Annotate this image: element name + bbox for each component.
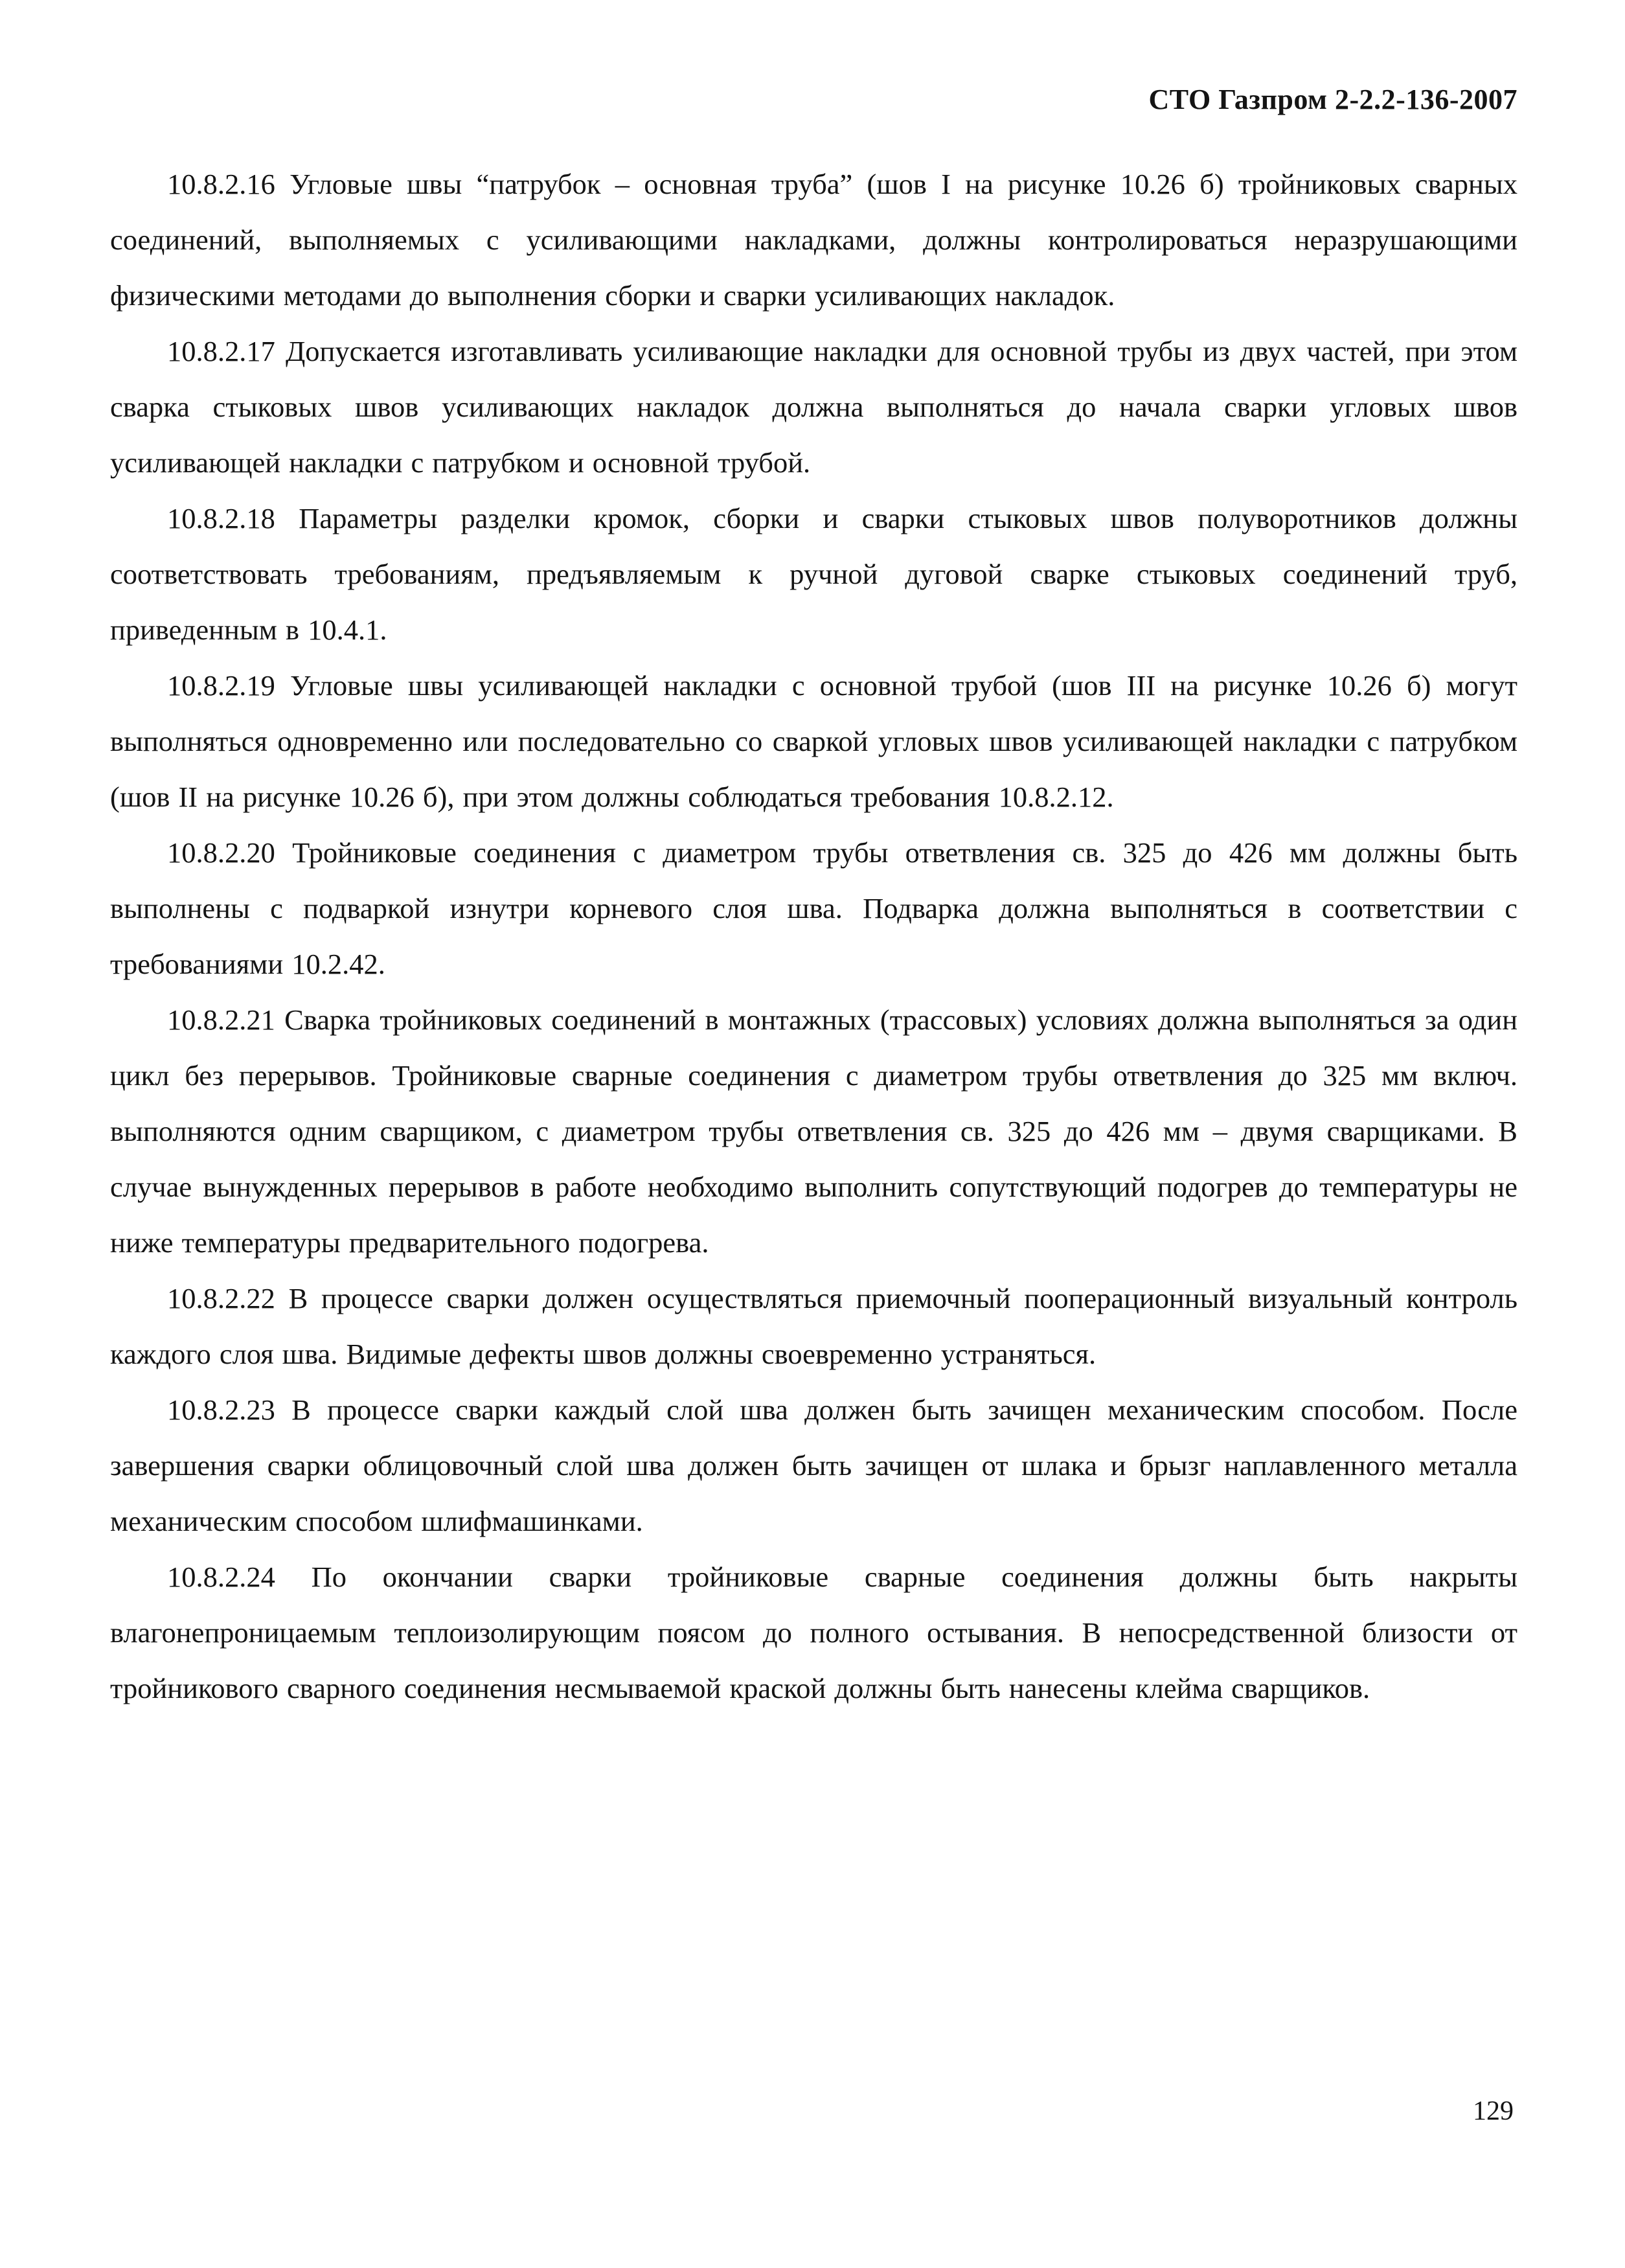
document-body — [110, 156, 1517, 1716]
paragraph-10-8-2-20 — [110, 825, 1517, 992]
paragraph-number: 10.8.2.24 — [167, 1561, 275, 1593]
paragraph-text: В процессе сварки каждый слой шва должен быть зачищен механическим способом. После завершения сварки облицовочный слой шва должен быть зачищен от шлака и брызг наплавленного металла механическим способом шлифмашинками. — [110, 1393, 1518, 1537]
page-number: 129 — [1473, 2096, 1514, 2126]
paragraph-number: 10.8.2.22 — [167, 1282, 275, 1314]
paragraph-text: Угловые швы усиливающей накладки с основной трубой (шов III на рисунке 10.26 б) могут выполняться одновременно или последовательно со сваркой угловых швов усиливающей накладки с патрубком (шов II на рисунке 10.26 б), при этом должны соблюдаться требования 10.8.2.12. — [110, 669, 1518, 813]
paragraph-text: Угловые швы “патрубок – основная труба” (шов I на рисунке 10.26 б) тройниковых сварных соединений, выполняемых с усиливающими накладками, должны контролироваться неразрушающими физическими методами до выполнения сборки и сварки усиливающих накладок. — [110, 168, 1517, 312]
paragraph-number: 10.8.2.20 — [167, 836, 275, 869]
paragraph-text: Тройниковые соединения с диаметром трубы ответвления св. 325 до 426 мм должны быть выполнены с подваркой изнутри корневого слоя шва. Подварка должна выполняться в соответствии с требованиями 10.2.42. — [110, 836, 1518, 980]
paragraph-text: Допускается изготавливать усиливающие накладки для основной трубы из двух частей, при этом сварка стыковых швов усиливающих накладок должна выполняться до начала сварки угловых швов усиливающей накладки с патрубком и основной трубой. — [110, 335, 1517, 479]
paragraph-number: 10.8.2.21 — [167, 1003, 275, 1036]
paragraph-10-8-2-18 — [110, 490, 1517, 658]
paragraph-number: 10.8.2.16 — [167, 168, 275, 200]
document-header: СТО Газпром 2-2.2-136-2007 — [1148, 84, 1517, 115]
paragraph-text: В процессе сварки должен осуществляться приемочный пооперационный визуальный контроль каждого слоя шва. Видимые дефекты швов должны своевременно устраняться. — [110, 1282, 1517, 1370]
paragraph-10-8-2-17 — [110, 323, 1517, 490]
paragraph-10-8-2-19 — [110, 658, 1517, 825]
paragraph-number: 10.8.2.23 — [167, 1393, 275, 1426]
paragraph-number: 10.8.2.19 — [167, 669, 275, 702]
paragraph-text: Сварка тройниковых соединений в монтажных (трассовых) условиях должна выполняться за один цикл без перерывов. Тройниковые сварные соединения с диаметром трубы ответвления до 325 мм включ. выполняются одним сварщиком, с диаметром трубы ответвления св. 325 до 426 мм – двумя сварщиками. В случае вынужденных перерывов в работе необходимо выполнить сопутствующий подогрев до температуры не ниже температуры предварительного подогрева. — [110, 1003, 1518, 1259]
paragraph-10-8-2-22 — [110, 1270, 1517, 1382]
paragraph-number: 10.8.2.18 — [167, 502, 275, 534]
paragraph-number: 10.8.2.17 — [167, 335, 275, 367]
paragraph-10-8-2-23 — [110, 1382, 1517, 1549]
paragraph-text: По окончании сварки тройниковые сварные соединения должны быть накрыты влагонепроницаемым теплоизолирующим поясом до полного остывания. В непосредственной близости от тройникового сварного соединения несмываемой краской должны быть нанесены клейма сварщиков. — [110, 1561, 1517, 1704]
paragraph-10-8-2-16 — [110, 156, 1517, 323]
paragraph-10-8-2-21 — [110, 992, 1517, 1270]
paragraph-10-8-2-24 — [110, 1549, 1517, 1716]
paragraph-text: Параметры разделки кромок, сборки и сварки стыковых швов полуворотников должны соответствовать требованиям, предъявляемым к ручной дуговой сварке стыковых соединений труб, приведенным в 10.4.1. — [110, 502, 1518, 646]
